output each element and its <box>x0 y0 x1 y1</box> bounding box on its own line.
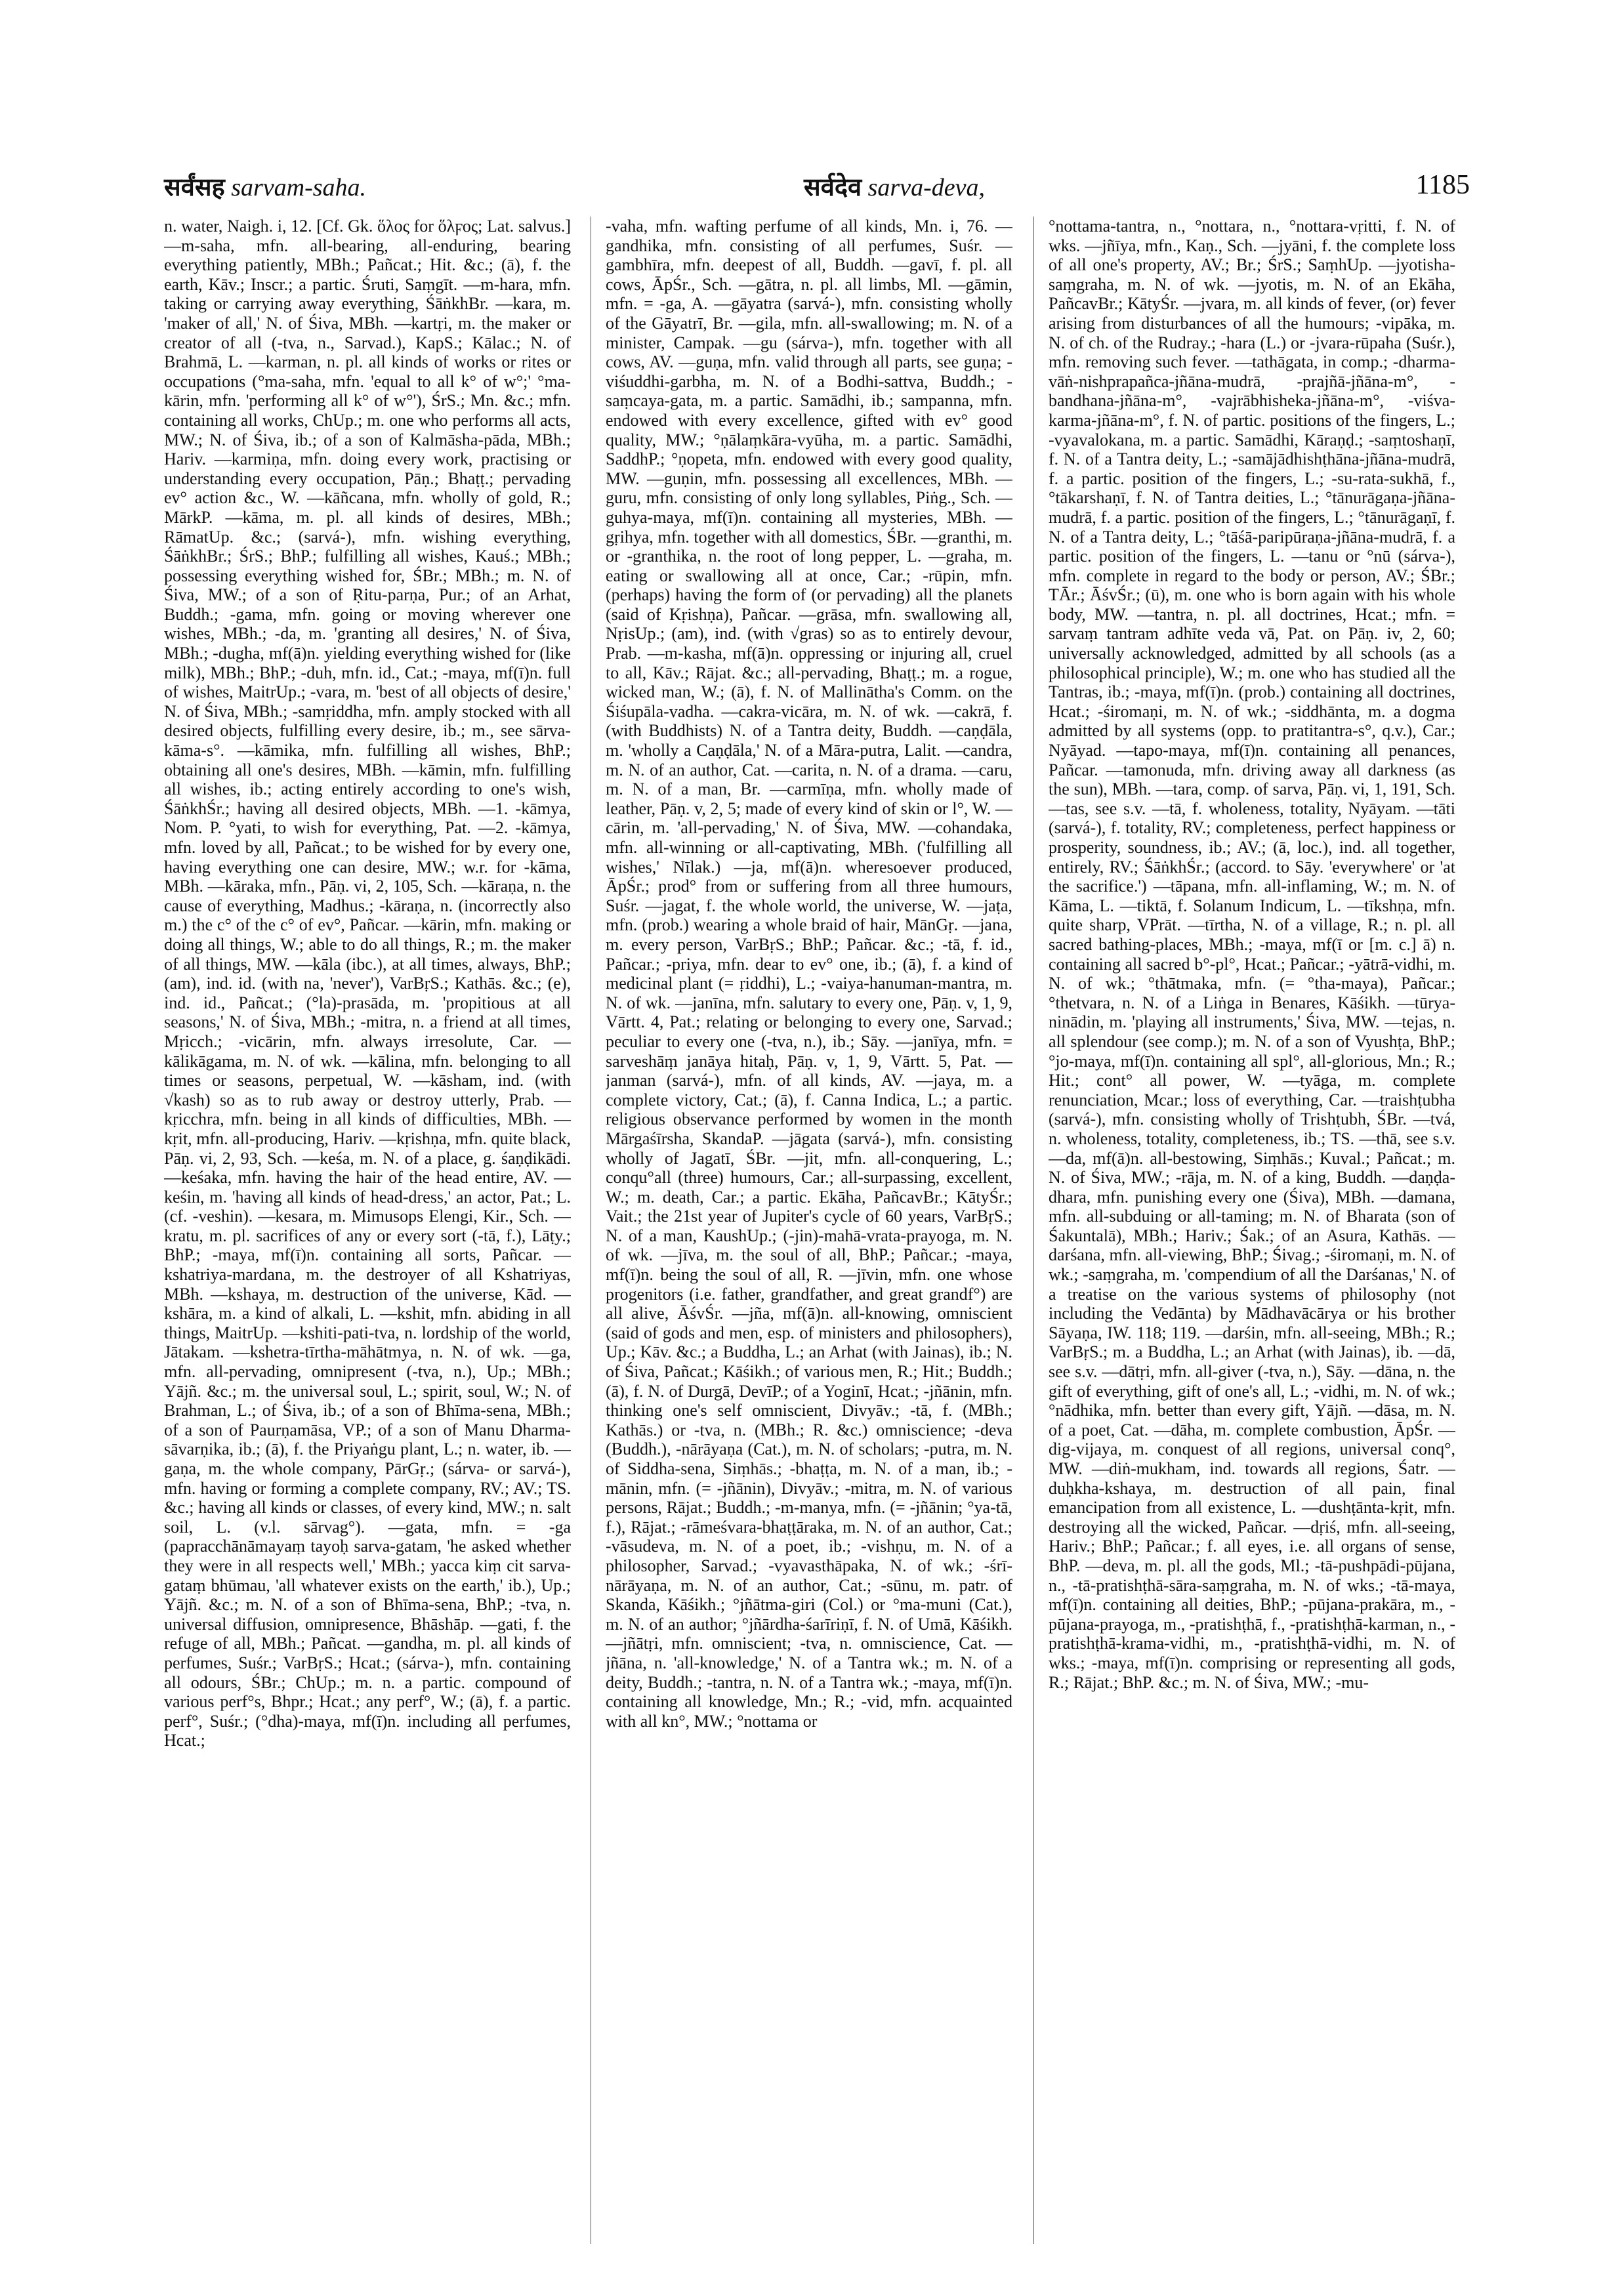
center-headword-devanagari: सर्वदेव <box>804 174 862 201</box>
center-headword-roman: sarva-deva, <box>867 174 985 201</box>
left-headword <box>164 169 366 203</box>
left-headword-devanagari: सर्वंसह <box>164 174 225 201</box>
left-headword-roman: sarvam-saha. <box>231 174 367 201</box>
column-1: n. water, Naigh. i, 12. [Cf. Gk. ὅλος for ὅλϝος; Lat. salvus.] —m-saha, mfn. all-bearing, all-enduring, bearing everything patiently, MBh.; Pañcat.; Hit. &c.; (ā), f. the earth, Kāv.; Inscr.; a partic. Śruti, Saṃgīt. —m-hara, mfn. taking or carrying away everything, ŚāṅkhBr. —kara, m. 'maker of all,' N. of Śiva, MBh. —kartṛi, m. the maker or creator of all (-tva, n., Sarvad.), KapS.; Kālac.; N. of Brahmā, L. —karman, n. pl. all kinds of works or rites or occupations (°ma-saha, mfn. 'equal to all k° of w°;' °ma-kārin, mfn. 'performing all k° of w°'), ŚrS.; Mn. &c.; mfn. containing all works, ChUp.; m. one who performs all acts, MW.; N. of Śiva, ib.; of a son of Kalmāsha-pāda, MBh.; Hariv. —karmiṇa, mfn. doing every work, practising or understanding every occupation, Pāṇ.; Bhaṭṭ.; pervading ev° action &c., W. —kāñcana, mfn. wholly of gold, R.; MārkP. —kāma, m. pl. all kinds of desires, MBh.; RāmatUp. &c.; (sarvá-), mfn. wishing everything, ŚāṅkhBr.; ŚrS.; BhP.; fulfilling all wishes, Kauś.; MBh.; possessing everything wished for, ŚBr.; MBh.; m. N. of Śiva, MW.; of a son of Ṛitu-parṇa, Pur.; of an Arhat, Buddh.; -gama, mfn. going or moving wherever one wishes, MBh.; -da, m. 'granting all desires,' N. of Śiva, MBh.; -dugha, mf(ā)n. yielding everything wished for (like milk), MBh.; BhP.; -duh, mfn. id., Cat.; -maya, mf(ī)n. full of wishes, MaitrUp.; -vara, m. 'best of all objects of desire,' N. of Śiva, MBh.; -samṛiddha, mfn. amply stocked with all desired objects, fulfilling every desire, ib.; m., see sārva-kāma-s°. —kāmika, mfn. fulfilling all wishes, BhP.; obtaining all one's desires, MBh. —kāmin, mfn. fulfilling all wishes, ib.; acting entirely according to one's wish, ŚāṅkhŚr.; having all desired objects, MBh. —1. -kāmya, Nom. P. °yati, to wish for everything, Pat. —2. -kāmya, mfn. loved by all, Pañcat.; to be wished for by every one, having everything one can desire, MW.; w.r. for -kāma, MBh. —kāraka, mfn., Pāṇ. vi, 2, 105, Sch. —kāraṇa, n. the cause of everything, Madhus.; -kāraṇa, n. (incorrectly also m.) the c° of the c° of ev°, Pañcar. —kārin, mfn. making or doing all things, W.; able to do all things, R.; m. the maker of all things, MW. —kāla (ibc.), at all times, always, BhP.; (am), ind. id. (with na, 'never'), VarBṛS.; Kathās. &c.; (e), ind. id., Pañcat.; (°la)-prasāda, m. 'propitious at all seasons,' N. of Śiva, MBh.; -mitra, n. a friend at all times, Mṛicch.; -vicārin, mfn. always irresolute, Car. —kālikāgama, m. N. of wk. —kālina, mfn. belonging to all times or seasons, perpetual, W. —kāsham, ind. (with √kash) so as to rub away or destroy utterly, Prab. —kṛicchra, mfn. being in all kinds of difficulties, MBh. —kṛit, mfn. all-producing, Hariv. —kṛishṇa, mfn. quite black, Pāṇ. vi, 2, 93, Sch. —keśa, m. N. of a place, g. śaṇḍikādi. —keśaka, mfn. having the hair of the head entire, AV. —keśin, m. 'having all kinds of head-dress,' an actor, Pat.; L. (cf. -veshin). —kesara, m. Mimusops Elengi, Kir., Sch. —kratu, m. pl. sacrifices of any or every sort (-tā, f.), Lāṭy.; BhP.; -maya, mf(ī)n. containing all sorts, Pañcar. —kshatriya-mardana, m. the destroyer of all Kshatriyas, MBh. —kshaya, m. destruction of the universe, Kād. —kshāra, m. a kind of alkali, L. —kshit, mfn. abiding in all things, MaitrUp. —kshiti-pati-tva, n. lordship of the world, Jātakam. —kshetra-tīrtha-māhātmya, n. N. of wk. —ga, mfn. all-pervading, omnipresent (-tva, n.), Up.; MBh.; Yājñ. &c.; m. the universal soul, L.; spirit, soul, W.; N. of Brahman, L.; of Śiva, ib.; of a son of Bhīma-sena, MBh.; of a son of Paurṇamāsa, VP.; of a son of Manu Dharma-sāvarṇika, ib.; (ā), f. the Priyaṅgu plant, L.; n. water, ib. —gaṇa, m. the whole company, PārGṛ.; (sárva- or sarvá-), mfn. having or forming a complete company, RV.; AV.; TS. &c.; having all kinds or classes, of every kind, MW.; n. salt soil, L. (v.l. sārvag°). —gata, mfn. = -ga (papracchānāmayaṃ tayoḥ sarva-gatam, 'he asked whether they were in all respects well,' MBh.; yacca kiṃ cit sarva-gataṃ bhūmau, 'all whatever exists on the earth,' ib.), Up.; Yājñ. &c.; m. N. of a son of Bhīma-sena, BhP.; -tva, n. universal diffusion, omnipresence, Bhāshāp. —gati, f. the refuge of all, MBh.; Pañcat. —gandha, m. pl. all kinds of perfumes, Suśr.; VarBṛS.; Hcat.; (sárva-), mfn. containing all odours, ŚBr.; ChUp.; m. n. a partic. compound of various perf°s, Bhpr.; Hcat.; any perf°, W.; (ā), f. a partic. perf°, Suśr.; (°dha)-maya, mf(ī)n. including all perfumes, Hcat.; <box>164 217 571 1750</box>
column-2: -vaha, mfn. wafting perfume of all kinds, Mn. i, 76. —gandhika, mfn. consisting of all perfumes, Suśr. —gambhīra, mfn. deepest of all, Buddh. —gavī, f. pl. all cows, ĀpŚr., Sch. —gātra, n. pl. all limbs, Ml. —gāmin, mfn. = -ga, A. —gāyatra (sarvá-), mfn. consisting wholly of the Gāyatrī, Br. —gila, mfn. all-swallowing; m. N. of a minister, Campak. —gu (sárva-), mfn. together with all cows, AV. —guṇa, mfn. valid through all parts, see guṇa; -viśuddhi-garbha, m. N. of a Bodhi-sattva, Buddh.; -saṃcaya-gata, m. a partic. Samādhi, ib.; sampanna, mfn. endowed with every excellence, gifted with ev° good quality, MW.; °ṇālaṃkāra-vyūha, m. a partic. Samādhi, SaddhP.; °ṇopeta, mfn. endowed with every good quality, MW. —guṇin, mfn. possessing all excellences, MBh. —guru, mfn. consisting of only long syllables, Piṅg., Sch. —guhya-maya, mf(ī)n. containing all mysteries, MBh. —gṛihya, mfn. together with all domestics, ŚBr. —granthi, m. or -granthika, n. the root of long pepper, L. —graha, m. eating or swallowing all at once, Car.; -rūpin, mfn. (perhaps) having the form of (or pervading) all the planets (said of Kṛishṇa), Pañcar. —grāsa, mfn. swallowing all, NṛisUp.; (am), ind. (with √gras) so as to entirely devour, Prab. —m-kasha, mf(ā)n. oppressing or injuring all, cruel to all, Kāv.; Rājat. &c.; all-pervading, Bhaṭṭ.; m. a rogue, wicked man, W.; (ā), f. N. of Mallinātha's Comm. on the Śiśupāla-vadha. —cakra-vicāra, m. N. of wk. —cakrā, f. (with Buddhists) N. of a Tantra deity, Buddh. —caṇḍāla, m. 'wholly a Caṇḍāla,' N. of a Māra-putra, Lalit. —candra, m. N. of an author, Cat. —carita, n. N. of a drama. —caru, m. N. of a man, Br. —carmīṇa, mfn. wholly made of leather, Pāṇ. v, 2, 5; made of every kind of skin or l°, W. —cārin, m. 'all-pervading,' N. of Śiva, MW. —cohandaka, mfn. all-winning or all-captivating, MBh. ('fulfilling all wishes,' Nīlak.) —ja, mf(ā)n. wheresoever produced, ĀpŚr.; prod° from or suffering from all three humours, Suśr. —jagat, f. the whole world, the universe, W. —jaṭa, mfn. (prob.) wearing a whole braid of hair, MānGṛ. —jana, m. every person, VarBṛS.; BhP.; Pañcar. &c.; -tā, f. id., Pañcar.; -priya, mfn. dear to ev° one, ib.; (ā), f. a kind of medicinal plant (= ṛiddhi), L.; -vaiya-hanuman-mantra, m. N. of wk. —janīna, mfn. salutary to every one, Pāṇ. v, 1, 9, Vārtt. 4, Pat.; relating or belonging to every one, Sarvad.; peculiar to every one (-tva, n.), ib.; Sāy. —janīya, mfn. = sarveshāṃ janāya hitaḥ, Pāṇ. v, 1, 9, Vārtt. 5, Pat. —janman (sarvá-), mfn. of all kinds, AV. —jaya, m. a complete victory, Cat.; (ā), f. Canna Indica, L.; a partic. religious observance performed by women in the month Mārgaśīrsha, SkandaP. —jāgata (sarvá-), mfn. consisting wholly of Jagatī, ŚBr. —jit, mfn. all-conquering, L.; conqu°all (three) humours, Car.; all-surpassing, excellent, W.; m. death, Car.; a partic. Ekāha, PañcavBr.; KātyŚr.; Vait.; the 21st year of Jupiter's cycle of 60 years, VarBṛS.; N. of a man, KaushUp.; (-jin)-mahā-vrata-prayoga, m. N. of wk. —jīva, m. the soul of all, BhP.; Pañcar.; -maya, mf(ī)n. being the soul of all, R. —jīvin, mfn. one whose progenitors (i.e. father, grandfather, and great grandf°) are all alive, ĀśvŚr. —jña, mf(ā)n. all-knowing, omniscient (said of gods and men, esp. of ministers and philosophers), Up.; Kāv. &c.; a Buddha, L.; an Arhat (with Jainas), ib.; N. of Śiva, Pañcat.; Kāśikh.; of various men, R.; Hit.; Buddh.; (ā), f. N. of Durgā, DevīP.; of a Yoginī, Hcat.; -jñānin, mfn. thinking one's self omniscient, Divyāv.; -tā, f. (MBh.; Kathās.) or -tva, n. (MBh.; R. &c.) omniscience; -deva (Buddh.), -nārāyaṇa (Cat.), m. N. of scholars; -putra, m. N. of Siddha-sena, Siṃhās.; -bhaṭṭa, m. N. of a man, ib.; -mānin, mfn. (= -jñānin), Divyāv.; -mitra, m. N. of various persons, Rājat.; Buddh.; -m-manya, mfn. (= -jñānin; °ya-tā, f.), Rājat.; -rāmeśvara-bhaṭṭāraka, m. N. of an author, Cat.; -vāsudeva, m. N. of a poet, ib.; -vishṇu, m. N. of a philosopher, Sarvad.; -vyavasthāpaka, N. of wk.; -śrī-nārāyaṇa, m. N. of an author, Cat.; -sūnu, m. patr. of Skanda, Kāśikh.; °jñātma-giri (Col.) or °ma-muni (Cat.), m. N. of an author; °jñārdha-śarīriṇī, f. N. of Umā, Kāśikh. —jñātṛi, mfn. omniscient; -tva, n. omniscience, Cat. —jñāna, n. 'all-knowledge,' N. of a Tantra wk.; m. N. of a deity, Buddh.; -tantra, n. N. of a Tantra wk.; -maya, mf(ī)n. containing all knowledge, Mn.; R.; -vid, mfn. acquainted with all kn°, MW.; °nottama or <box>606 217 1012 1731</box>
center-headword <box>804 169 985 203</box>
running-header <box>164 169 1470 209</box>
column-divider <box>1033 217 1034 2244</box>
page-number: 1185 <box>1415 170 1470 200</box>
column-3: °nottama-tantra, n., °nottara, n., °nottara-vṛitti, f. N. of wks. —jñīya, mfn., Kaṇ., Sch. —jyāni, f. the complete loss of all one's property, AV.; Br.; ŚrS.; SaṃhUp. —jyotisha-saṃgraha, m. N. of wk. —jyotis, m. N. of an Ekāha, PañcavBr.; KātyŚr. —jvara, m. all kinds of fever, (or) fever arising from disturbances of all the humours; -vipāka, m. N. of ch. of the Rudray.; -hara (L.) or -jvara-rūpaha (Suśr.), mfn. removing such fever. —tathāgata, in comp.; -dharma-vāṅ-nishprapañca-jñāna-mudrā, -prajñā-jñāna-m°, -bandhana-jñāna-m°, -vajrābhisheka-jñāna-m°, -viśva-karma-jñāna-m°, f. N. of partic. positions of the fingers, L.; -vyavalokana, m. a partic. Samādhi, Kāraṇḍ.; -saṃtoshaṇī, f. N. of a Tantra deity, L.; -samājādhishṭhāna-jñāna-mudrā, f. a partic. position of the fingers, L.; -su-rata-sukhā, f., °tākarshaṇī, f. N. of Tantra deities, L.; °tānurāgaṇa-jñāna-mudrā, f. a partic. position of the fingers, L.; °tānurāgaṇī, f. N. of a Tantra deity, L.; °tāśā-paripūraṇa-jñāna-mudrā, f. a partic. position of the fingers, L. —tanu or °nū (sárva-), mfn. complete in regard to the body or person, AV.; ŚBr.; TĀr.; ĀśvŚr.; (ū), m. one who is born again with his whole body, MW. —tantra, n. pl. all doctrines, Hcat.; mfn. = sarvaṃ tantram adhīte veda vā, Pat. on Pāṇ. iv, 2, 60; universally acknowledged, admitted by all schools (as a philosophical principle), W.; m. one who has studied all the Tantras, ib.; -maya, mf(ī)n. (prob.) containing all doctrines, Hcat.; -śiromaṇi, m. N. of wk.; -siddhānta, m. a dogma admitted by all systems (opp. to pratitantra-s°, q.v.), Car.; Nyāyad. —tapo-maya, mf(ī)n. containing all penances, Pañcar. —tamonuda, mfn. driving away all darkness (as the sun), MBh. —tara, comp. of sarva, Pāṇ. vi, 1, 191, Sch. —tas, see s.v. —tā, f. wholeness, totality, Nyāyam. —tāti (sarvá-), f. totality, RV.; completeness, perfect happiness or prosperity, soundness, ib.; AV.; (ā, loc.), ind. all together, entirely, RV.; ŚāṅkhŚr.; (accord. to Sāy. 'everywhere' or 'at the sacrifice.') —tāpana, mfn. all-inflaming, W.; m. N. of Kāma, L. —tiktā, f. Solanum Indicum, L. —tīkshṇa, mfn. quite sharp, VPrāt. —tīrtha, N. of a village, R.; n. pl. all sacred bathing-places, MBh.; -maya, mf(ī or [m. c.] ā) n. containing all sacred b°-pl°, Hcat.; Pañcar.; -yātrā-vidhi, m. N. of wk.; °thātmaka, mfn. (= °tha-maya), Pañcar.; °thetvara, n. N. of a Liṅga in Benares, Kāśikh. —tūrya-ninādin, m. 'playing all instruments,' Śiva, MW. —tejas, n. all splendour (see comp.); m. N. of a son of Vyushṭa, BhP.; °jo-maya, mf(ī)n. containing all spl°, all-glorious, Mn.; R.; Hit.; cont° all power, W. —tyāga, m. complete renunciation, Mcar.; loss of everything, Car. —traishṭubha (sarvá-), mfn. consisting wholly of Trishṭubh, ŚBr. —tvá, n. wholeness, totality, completeness, ib.; TS. —thā, see s.v. —da, mf(ā)n. all-bestowing, Siṃhās.; Kuval.; Pañcat.; m. N. of Śiva, MW.; -rāja, m. N. of a king, Buddh. —daṇḍa-dhara, mfn. punishing every one (Śiva), MBh. —damana, mfn. all-subduing or all-taming; m. N. of Bharata (son of Śakuntalā), MBh.; Hariv.; Śak.; of an Asura, Kathās. —darśana, mfn. all-viewing, BhP.; Śivag.; -śiromaṇi, m. N. of wk.; -saṃgraha, m. 'compendium of all the Darśanas,' N. of a treatise on the various systems of philosophy (not including the Vedānta) by Mādhavācārya or his brother Sāyaṇa, IW. 118; 119. —darśin, mfn. all-seeing, MBh.; R.; VarBṛS.; m. a Buddha, L.; an Arhat (with Jainas), ib. —dā, see s.v. —dātṛi, mfn. all-giver (-tva, n.), Sāy. —dāna, n. the gift of everything, gift of one's all, L.; -vidhi, m. N. of wk.; °nādhika, mfn. better than every gift, Yājñ. —dāsa, m. N. of a poet, Cat. —dāha, m. complete combustion, ĀpŚr. —dig-vijaya, m. conquest of all regions, universal conq°, MW. —diṅ-mukham, ind. towards all regions, Śatr. —duḥkha-kshaya, m. destruction of all pain, final emancipation from all existence, L. —dushṭānta-kṛit, mfn. destroying all the wicked, Pañcar. —dṛiś, mfn. all-seeing, Hariv.; BhP.; Pañcar.; f. all eyes, i.e. all organs of sense, BhP. —deva, m. pl. all the gods, Ml.; -tā-pushpādi-pūjana, n., -tā-pratishṭhā-sāra-saṃgraha, m. N. of wks.; -tā-maya, mf(ī)n. containing all deities, BhP.; -pūjana-prakāra, m., -pūjana-prayoga, m., -pratishṭhā, f., -pratishṭhā-karman, n., -pratishṭhā-krama-vidhi, m., -pratishṭhā-vidhi, m. N. of wks.; -maya, mf(ī)n. comprising or representing all gods, R.; Rājat.; BhP. &c.; m. N. of Śiva, MW.; -mu- <box>1049 217 1455 1692</box>
